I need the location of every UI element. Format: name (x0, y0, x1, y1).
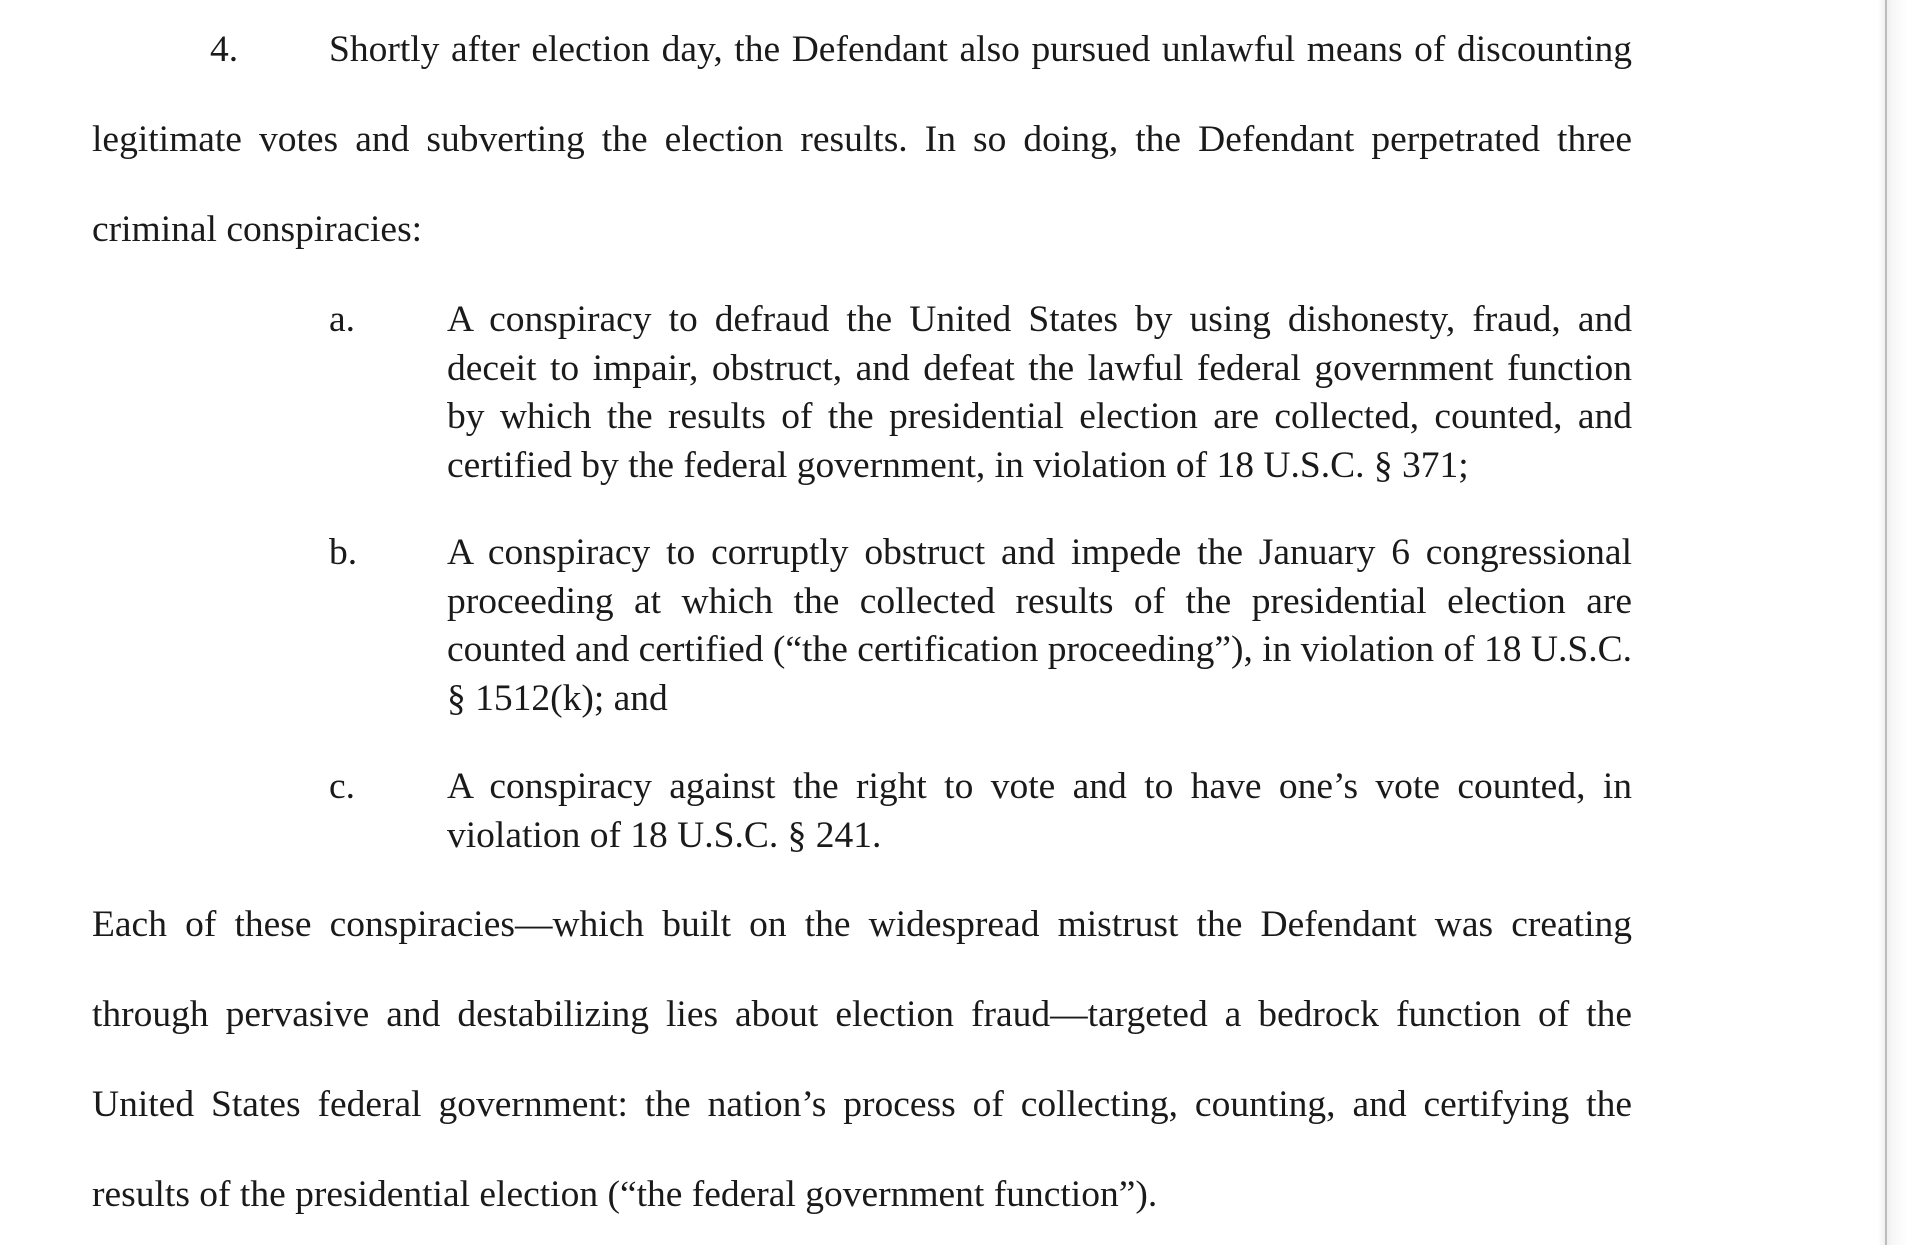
closing-paragraph: Each of these conspiracies—which built on the widespread mistrust the Defendant was creating through pervasive and destabilizing lies about election fraud—targeted a bedrock function of the United States federal government: the nation’s process of collecting, counting, and certifying the results of the presidential election (“the federal government function”). (92, 904, 1632, 1215)
list-item-marker: a. (329, 299, 356, 340)
paragraph-4-text: Shortly after election day, the Defendant also pursued unlawful means of discounting legitimate votes and subverting the election results. In so doing, the Defendant perpetrated three criminal conspiracies: (92, 29, 1632, 250)
paragraph-4 (92, 5, 1632, 275)
list-item-text: A conspiracy to corruptly obstruct and impede the January 6 congressional proceeding at which the collected results of the presidential election are counted and certified (“the certification proceeding”), in violation of 18 U.S.C. § 1512(k); and (447, 532, 1633, 719)
page-edge-shadow (1878, 0, 1908, 1245)
list-item-marker: c. (329, 766, 356, 807)
list-item-text: A conspiracy to defraud the United States by using dishonesty, fraud, and deceit to impair, obstruct, and defeat the lawful federal government function by which the results of the presidential election are collected, counted, and certified by the federal government, in violation of 18 U.S.C. § 371; (447, 299, 1632, 486)
list-item-marker: b. (329, 532, 358, 573)
list-item-text: A conspiracy against the right to vote and to have one’s vote counted, in violation of 18 U.S.C. § 241. (447, 766, 1632, 856)
paragraph-number: 4. (210, 29, 239, 70)
